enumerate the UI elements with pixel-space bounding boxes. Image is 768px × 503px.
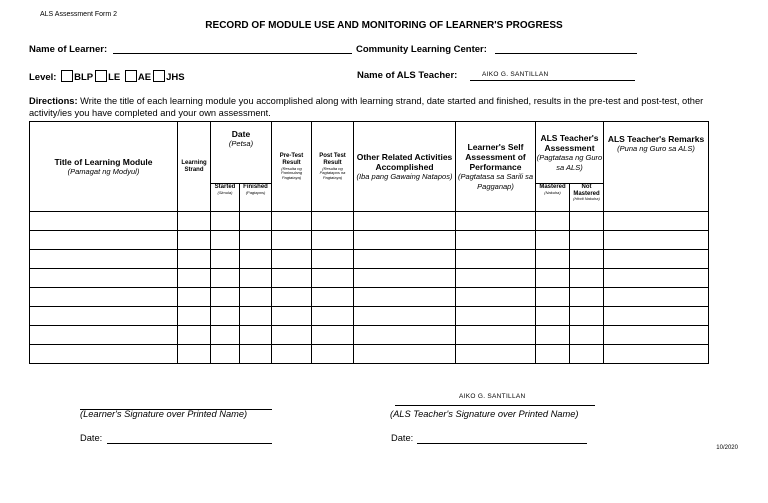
teacher-date-label: Date: [391, 433, 414, 443]
table-cell[interactable] [312, 250, 354, 269]
table-cell[interactable] [536, 288, 570, 307]
header-teacher-assessment-sub: (Pagtatasa ng Guro sa ALS) [536, 153, 603, 172]
table-cell[interactable] [312, 269, 354, 288]
header-finished-sub: (Pagtapos) [245, 189, 266, 195]
teacher-name-label: Name of ALS Teacher: [357, 70, 458, 81]
header-teacher-assessment [536, 122, 604, 184]
table-cell[interactable] [178, 269, 211, 288]
header-not-mastered [570, 184, 604, 212]
table-cell[interactable] [570, 288, 604, 307]
table-cell[interactable] [272, 307, 312, 326]
table-cell[interactable] [604, 250, 709, 269]
header-other-label: Other Related Activities Accomplished [356, 151, 453, 172]
header-started-sub: (Simula) [217, 189, 233, 195]
table-cell[interactable] [354, 250, 456, 269]
level-checkbox-blp[interactable] [61, 70, 73, 82]
header-started-label: Started [214, 184, 236, 190]
table-cell[interactable] [604, 326, 709, 345]
header-teacher-assessment-label: ALS Teacher's Assessment [540, 133, 599, 153]
table-cell[interactable] [536, 250, 570, 269]
table-cell[interactable] [604, 269, 709, 288]
table-cell[interactable] [178, 288, 211, 307]
table-cell[interactable] [30, 269, 178, 288]
table-cell[interactable] [211, 212, 240, 231]
header-mastered [536, 184, 570, 212]
table-cell[interactable] [30, 345, 178, 364]
table-cell[interactable] [354, 307, 456, 326]
table-cell[interactable] [312, 307, 354, 326]
teacher-signature-line[interactable] [395, 405, 595, 406]
table-cell[interactable] [240, 307, 272, 326]
header-posttest [312, 122, 354, 212]
clc-label: Community Learning Center: [356, 44, 487, 55]
table-cell[interactable] [354, 288, 456, 307]
table-cell[interactable] [178, 231, 211, 250]
header-remarks-sub: (Puna ng Guro sa ALS) [617, 144, 695, 153]
table-cell[interactable] [240, 231, 272, 250]
table-cell[interactable] [240, 288, 272, 307]
table-cell[interactable] [272, 231, 312, 250]
header-finished [240, 184, 272, 212]
table-cell[interactable] [456, 345, 536, 364]
header-other-sub: (Iba pang Gawaing Natapos) [356, 171, 453, 181]
table-row [30, 307, 709, 326]
table-cell[interactable] [354, 269, 456, 288]
header-strand [178, 122, 211, 212]
header-title [30, 122, 178, 212]
table-cell[interactable] [456, 288, 536, 307]
table-cell[interactable] [211, 269, 240, 288]
level-checkbox-le[interactable] [95, 70, 107, 82]
header-date-sub: (Petsa) [228, 139, 254, 148]
header-other-activities [354, 122, 456, 212]
table-cell[interactable] [211, 288, 240, 307]
table-cell[interactable] [354, 212, 456, 231]
directions-label: Directions: [29, 96, 78, 106]
teacher-signature-caption: (ALS Teacher's Signature over Printed Name) [390, 409, 579, 419]
table-cell[interactable] [536, 345, 570, 364]
learner-signature-caption: (Learner's Signature over Printed Name) [80, 409, 248, 419]
table-cell[interactable] [272, 345, 312, 364]
table-cell[interactable] [456, 231, 536, 250]
table-cell[interactable] [178, 212, 211, 231]
directions-text: Write the title of each learning module you accomplished along with learning strand, date started and finished, results in the pre-test and post-test, other activity/ies you have completed and your own assessment. [29, 96, 704, 118]
teacher-signature-name: AIKO G. SANTILLAN [459, 393, 526, 400]
table-cell[interactable] [604, 231, 709, 250]
header-posttest-label: Post Test Result [319, 152, 346, 166]
table-cell[interactable] [211, 326, 240, 345]
header-pretest [272, 122, 312, 212]
table-cell[interactable] [240, 269, 272, 288]
table-cell[interactable] [570, 231, 604, 250]
footer-date: 10/2020 [716, 445, 738, 451]
table-cell[interactable] [272, 212, 312, 231]
header-posttest-sub: (Resulta ng Pagtatapos na Pagtataya) [319, 165, 346, 180]
table-cell[interactable] [178, 307, 211, 326]
table-row [30, 345, 709, 364]
table-cell[interactable] [30, 326, 178, 345]
table-cell[interactable] [604, 212, 709, 231]
table-row [30, 269, 709, 288]
table-cell[interactable] [536, 326, 570, 345]
level-option-blp: BLP [74, 72, 94, 83]
table-cell[interactable] [570, 212, 604, 231]
table-cell[interactable] [178, 326, 211, 345]
table-cell[interactable] [456, 250, 536, 269]
table-cell[interactable] [456, 212, 536, 231]
table-cell[interactable] [178, 250, 211, 269]
table-cell[interactable] [178, 345, 211, 364]
table-row [30, 326, 709, 345]
learner-name-label: Name of Learner: [29, 44, 108, 55]
level-option-jhs: JHS [166, 72, 185, 83]
table-cell[interactable] [312, 212, 354, 231]
header-self-label: Learner's Self Assessment of Performance [465, 142, 526, 172]
table-cell[interactable] [211, 345, 240, 364]
level-checkbox-jhs[interactable] [153, 70, 165, 82]
table-cell[interactable] [211, 250, 240, 269]
table-cell[interactable] [456, 307, 536, 326]
form-code: ALS Assessment Form 2 [40, 11, 118, 18]
table-cell[interactable] [570, 307, 604, 326]
table-cell[interactable] [272, 288, 312, 307]
learner-name-field[interactable] [113, 53, 352, 54]
header-remarks-label: ALS Teacher's Remarks [607, 134, 705, 144]
table-cell[interactable] [604, 307, 709, 326]
table-row [30, 231, 709, 250]
table-cell[interactable] [240, 212, 272, 231]
table-cell[interactable] [312, 231, 354, 250]
level-option-le: LE [108, 72, 121, 83]
level-checkbox-ae[interactable] [125, 70, 137, 82]
header-remarks [604, 122, 709, 212]
table-cell[interactable] [272, 326, 312, 345]
table-cell[interactable] [536, 307, 570, 326]
table-cell[interactable] [272, 250, 312, 269]
header-pretest-sub: (Resulta ng Panimulang Pagtataya) [280, 165, 303, 180]
table-cell[interactable] [536, 212, 570, 231]
table-cell[interactable] [570, 326, 604, 345]
level-row [29, 70, 185, 83]
learner-date-label: Date: [80, 433, 103, 443]
table-cell[interactable] [536, 231, 570, 250]
header-pretest-label: Pre-Test Result [279, 152, 304, 166]
teacher-date-field[interactable] [417, 443, 587, 444]
table-cell[interactable] [604, 288, 709, 307]
header-title-label: Title of Learning Module [54, 156, 153, 167]
header-date [211, 122, 272, 184]
table-cell[interactable] [354, 326, 456, 345]
table-cell[interactable] [211, 231, 240, 250]
table-body [30, 212, 709, 364]
header-not-mastered-sub: (Hindi Nakuha) [573, 196, 600, 201]
level-label: Level: [29, 72, 57, 83]
table-cell[interactable] [312, 288, 354, 307]
header-strand-label: Learning Strand [181, 159, 207, 173]
header-date-label: Date [231, 129, 251, 139]
header-finished-label: Finished [243, 184, 268, 190]
header-mastered-label: Mastered [539, 184, 566, 190]
table-cell[interactable] [354, 231, 456, 250]
level-option-ae: AE [137, 72, 152, 83]
directions [29, 96, 729, 119]
table-cell[interactable] [570, 345, 604, 364]
table-cell[interactable] [570, 269, 604, 288]
table-cell[interactable] [211, 307, 240, 326]
table-cell[interactable] [604, 345, 709, 364]
table-cell[interactable] [30, 307, 178, 326]
page-title: RECORD OF MODULE USE AND MONITORING OF LEARNER'S PROGRESS [205, 20, 563, 31]
table-cell[interactable] [240, 345, 272, 364]
table-cell[interactable] [272, 269, 312, 288]
record-table [29, 121, 709, 364]
header-self-assessment [456, 122, 536, 212]
table-cell[interactable] [456, 326, 536, 345]
header-self-sub: (Pagtatasa sa Sarili sa Pagganap) [457, 172, 534, 191]
table-cell[interactable] [240, 250, 272, 269]
table-cell[interactable] [30, 231, 178, 250]
table-row [30, 288, 709, 307]
teacher-name-value: AIKO G. SANTILLAN [482, 71, 549, 78]
table-cell[interactable] [240, 326, 272, 345]
table-row [30, 250, 709, 269]
header-title-sub: (Pamagat ng Modyul) [67, 166, 140, 176]
table-cell[interactable] [354, 345, 456, 364]
header-mastered-sub: (Nakuha) [544, 189, 561, 195]
learner-date-field[interactable] [107, 443, 272, 444]
table-cell[interactable] [312, 345, 354, 364]
table-cell[interactable] [536, 269, 570, 288]
table-cell[interactable] [30, 212, 178, 231]
header-started [211, 184, 240, 212]
header-not-mastered-label: Not Mastered [573, 184, 600, 197]
clc-field[interactable] [495, 53, 637, 54]
table-cell[interactable] [30, 288, 178, 307]
table-cell[interactable] [312, 326, 354, 345]
table-row [30, 212, 709, 231]
table-cell[interactable] [456, 269, 536, 288]
teacher-name-field[interactable] [470, 80, 635, 81]
table-cell[interactable] [30, 250, 178, 269]
table-cell[interactable] [570, 250, 604, 269]
